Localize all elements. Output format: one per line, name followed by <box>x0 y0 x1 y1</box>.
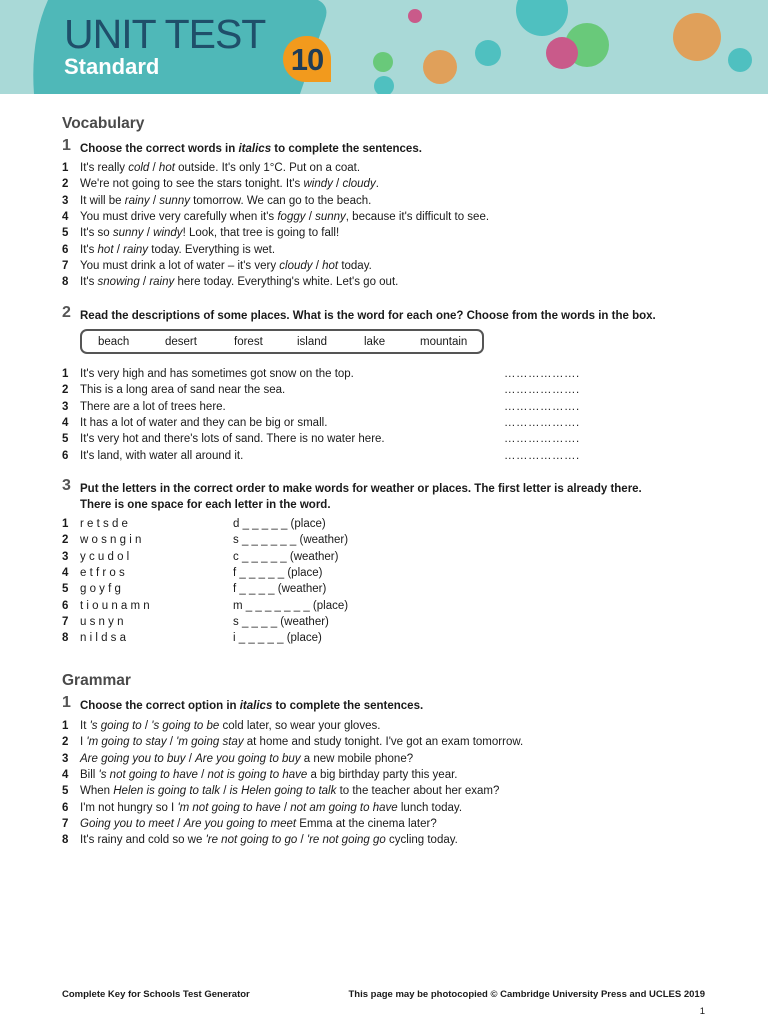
text-run: at home and study tonight. I've got an exam tomorrow. <box>243 736 524 749</box>
footer-copyright: This page may be photocopied © Cambridge University Press and UCLES 2019 <box>348 989 705 1000</box>
item-number: 8 <box>62 834 69 847</box>
text-run: I <box>80 736 87 749</box>
text-run: You must drink a lot of water – it's very <box>80 259 280 272</box>
item-text <box>80 816 437 832</box>
text-run: outside. It's only 1°C. Put on a coat. <box>174 162 361 174</box>
italic-text: 're not going to go <box>205 834 298 847</box>
item-text <box>80 193 371 209</box>
item-text <box>80 734 523 750</box>
item-number: 1 <box>62 720 69 732</box>
italic-text: rainy <box>123 243 149 256</box>
scrambled-letters: y c u d o l <box>80 550 130 563</box>
text-run: to the teacher about her exam? <box>336 785 500 798</box>
italic-text: Are you going to buy <box>195 752 301 765</box>
item-number: 3 <box>62 400 69 413</box>
answer-blank: ………………. <box>504 400 580 413</box>
italic-text: not is going to have <box>207 768 308 781</box>
item-number: 5 <box>62 583 69 596</box>
text-run: / <box>143 227 154 240</box>
item-number: 4 <box>62 210 69 223</box>
item-number: 6 <box>62 449 69 462</box>
text-run: / <box>197 768 208 781</box>
text-run: / <box>305 210 316 223</box>
item-text <box>80 176 379 192</box>
text-run: / <box>166 736 177 749</box>
page-number: 1 <box>699 1006 705 1017</box>
italic-text: Going you to meet <box>80 817 174 830</box>
item-text <box>80 767 457 783</box>
text-run: It's <box>80 243 98 256</box>
scrambled-letters: r e t s d e <box>80 518 128 530</box>
item-number: 5 <box>62 227 69 240</box>
text-run: lunch today. <box>397 801 463 814</box>
item-text <box>80 718 380 734</box>
text-run: When <box>80 785 114 798</box>
italic-text: 're not going go <box>306 834 386 847</box>
text-run: / <box>280 801 291 814</box>
italic-text: rainy <box>124 194 150 207</box>
text-run: You must drive very carefully when it's <box>80 210 278 223</box>
task-number: 1 <box>62 694 71 711</box>
scrambled-letters: u s n y n <box>80 615 124 628</box>
item-number: 6 <box>62 243 69 256</box>
word-box-item: island <box>297 336 328 348</box>
item-number: 3 <box>62 194 69 207</box>
text-run: / <box>113 243 124 256</box>
answer-pattern: c _ _ _ _ _ (weather) <box>233 550 339 563</box>
item-text: This is a long area of sand near the sea. <box>80 384 286 397</box>
header-banner <box>0 0 768 94</box>
scrambled-letters: e t f r o s <box>80 566 125 579</box>
text-run: a new mobile phone? <box>300 752 414 765</box>
item-number: 4 <box>62 566 69 579</box>
answer-pattern: f _ _ _ _ (weather) <box>233 583 327 596</box>
text-run: It <box>80 720 90 732</box>
text-run: . <box>375 178 379 191</box>
italic-text: 'm going stay <box>176 736 244 749</box>
task-instruction: Read the descriptions of some places. What is the word for each one? Choose from the words in the box. <box>80 310 656 322</box>
italic-text: italics <box>238 143 272 155</box>
item-number: 2 <box>62 178 69 191</box>
italic-text: hot <box>158 162 175 174</box>
text-run: to complete the sentences. <box>272 700 424 712</box>
answer-pattern: f _ _ _ _ _ (place) <box>233 566 323 579</box>
item-number: 4 <box>62 416 69 429</box>
item-text <box>80 800 462 816</box>
task-instruction <box>80 698 710 714</box>
text-run: I'm not hungry so I <box>80 801 178 814</box>
footer-source: Complete Key for Schools Test Generator <box>62 989 250 1000</box>
text-run: / <box>297 834 307 847</box>
task-number: 3 <box>62 477 71 494</box>
answer-pattern: s _ _ _ _ (weather) <box>233 615 329 628</box>
italic-text: hot <box>97 243 114 256</box>
item-text: It's land, with water all around it. <box>80 449 244 462</box>
section-heading-vocabulary: Vocabulary <box>62 115 145 132</box>
item-number: 7 <box>62 259 69 272</box>
text-run: Choose the correct option in <box>80 700 240 712</box>
answer-pattern: d _ _ _ _ _ (place) <box>233 518 326 530</box>
text-run: / <box>220 785 230 798</box>
text-run: tomorrow. We can go to the beach. <box>189 194 372 207</box>
answer-pattern: s _ _ _ _ _ _ (weather) <box>233 534 349 547</box>
item-text <box>80 225 339 241</box>
answer-pattern: m _ _ _ _ _ _ _ (place) <box>233 599 349 612</box>
item-number: 7 <box>62 817 69 830</box>
text-run: Bill <box>80 768 99 781</box>
item-text <box>80 242 275 258</box>
italic-text: hot <box>322 259 339 272</box>
italic-text: not am going to have <box>290 801 398 814</box>
text-run: today. Everything is wet. <box>148 243 276 256</box>
italic-text: 's going to be <box>151 720 220 732</box>
page-subtitle: Standard <box>64 54 160 79</box>
item-number: 3 <box>62 550 69 563</box>
item-text <box>80 751 413 767</box>
text-run: ! Look, that tree is going to fall! <box>182 227 340 240</box>
item-text: It has a lot of water and they can be big or small. <box>80 416 328 429</box>
italic-text: cloudy <box>342 178 376 191</box>
item-text <box>80 258 372 274</box>
answer-blank: ………………. <box>504 416 580 429</box>
italic-text: sunny <box>315 210 346 223</box>
italic-text: windy <box>153 227 183 240</box>
item-text <box>80 832 458 848</box>
text-run: / <box>185 752 196 765</box>
text-run: It's really <box>80 162 129 174</box>
italic-text: sunny <box>112 227 144 240</box>
text-run: / <box>312 259 323 272</box>
italic-text: Are you going to meet <box>183 817 297 830</box>
item-number: 5 <box>62 433 69 446</box>
italic-text: is Helen going to talk <box>229 785 337 798</box>
text-run: It's <box>80 276 98 289</box>
italic-text: 's not going to have <box>98 768 198 781</box>
text-run: here today. Everything's white. Let's go out. <box>174 276 399 289</box>
text-run: cold later, so wear your gloves. <box>219 720 381 732</box>
item-number: 2 <box>62 736 69 749</box>
scrambled-letters: t i o u n a m n <box>80 599 150 612</box>
text-run: to complete the sentences. <box>271 143 422 155</box>
answer-blank: ………………. <box>504 433 580 446</box>
text-run: / <box>141 720 152 732</box>
page-title: UNIT TEST <box>64 11 266 57</box>
word-box-item: desert <box>165 336 197 348</box>
item-text <box>80 783 499 799</box>
task-number: 1 <box>62 137 71 154</box>
scrambled-letters: w o s n g i n <box>80 534 142 547</box>
item-number: 1 <box>62 368 69 380</box>
text-run: Emma at the cinema later? <box>296 817 437 830</box>
item-number: 5 <box>62 785 69 798</box>
item-text <box>80 160 360 176</box>
text-run: cycling today. <box>385 834 458 847</box>
italic-text: rainy <box>149 276 175 289</box>
answer-blank: ………………. <box>504 368 580 380</box>
italic-text: italics <box>239 700 273 712</box>
item-text: There are a lot of trees here. <box>80 400 226 413</box>
text-run: / <box>332 178 343 191</box>
item-number: 3 <box>62 752 69 765</box>
text-run: / <box>149 194 160 207</box>
item-number: 2 <box>62 384 69 397</box>
text-run: , because it's difficult to see. <box>345 210 490 223</box>
item-number: 4 <box>62 768 69 781</box>
scrambled-letters: n i l d s a <box>80 632 127 645</box>
italic-text: cold <box>128 162 150 174</box>
task-number: 2 <box>62 304 71 321</box>
task-instruction-line-1: Put the letters in the correct order to make words for weather or places. The first letter is already there. <box>80 483 642 495</box>
italic-text: 'm going to stay <box>86 736 167 749</box>
task-instruction-line-2: There is one space for each letter in the word. <box>80 499 331 511</box>
italic-text: cloudy <box>279 259 313 272</box>
text-run: Choose the correct words in <box>80 143 239 155</box>
text-run: It's so <box>80 227 113 240</box>
word-box-item: mountain <box>420 336 468 348</box>
item-number: 8 <box>62 276 69 289</box>
answer-blank: ………………. <box>504 384 580 397</box>
item-number: 6 <box>62 801 69 814</box>
italic-text: Are going you to buy <box>80 752 186 765</box>
text-run: a big birthday party this year. <box>307 768 458 781</box>
text-run: / <box>173 817 184 830</box>
task-instruction <box>80 141 710 157</box>
item-number: 8 <box>62 632 69 645</box>
item-text <box>80 209 489 225</box>
answer-blank: ………………. <box>504 449 580 462</box>
item-text: It's very hot and there's lots of sand. There is no water here. <box>80 433 385 446</box>
item-number: 6 <box>62 599 69 612</box>
item-number: 2 <box>62 534 69 547</box>
text-run: today. <box>338 259 372 272</box>
item-number: 1 <box>62 162 69 174</box>
word-box-item: lake <box>364 336 386 348</box>
text-run: It will be <box>80 194 125 207</box>
italic-text: windy <box>303 178 333 191</box>
italic-text: sunny <box>159 194 190 207</box>
item-text <box>80 274 398 290</box>
item-number: 1 <box>62 518 69 530</box>
italic-text: 'm not going to have <box>177 801 281 814</box>
text-run: / <box>139 276 150 289</box>
item-number: 7 <box>62 615 69 628</box>
scrambled-letters: g o y f g <box>80 583 121 596</box>
text-run: We're not going to see the stars tonight. It's <box>80 178 304 191</box>
answer-pattern: i _ _ _ _ _ (place) <box>233 632 322 645</box>
unit-number-badge: 10 <box>283 36 331 82</box>
word-box-item: forest <box>234 336 263 348</box>
text-run: It's rainy and cold so we <box>80 834 206 847</box>
italic-text: snowing <box>97 276 140 289</box>
italic-text: 's going to <box>89 720 142 732</box>
word-box <box>80 329 484 354</box>
italic-text: Helen is going to talk <box>113 785 221 798</box>
text-run: / <box>149 162 159 174</box>
item-text: It's very high and has sometimes got snow on the top. <box>80 368 354 380</box>
italic-text: foggy <box>277 210 306 223</box>
section-heading-grammar: Grammar <box>62 672 131 689</box>
word-box-item: beach <box>98 336 130 348</box>
